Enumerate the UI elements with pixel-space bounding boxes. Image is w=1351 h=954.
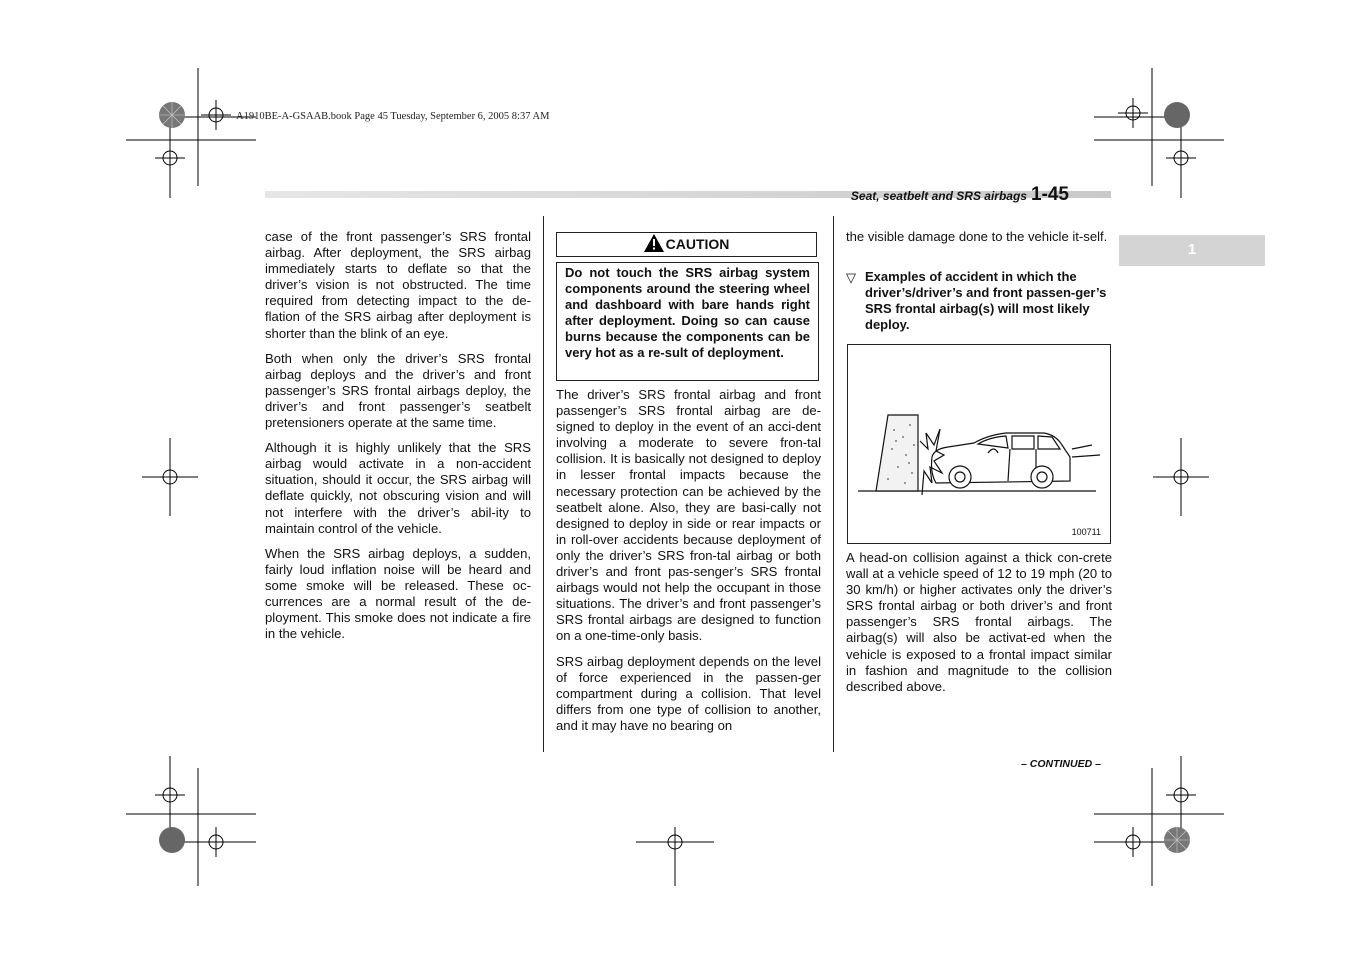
paragraph: The driver’s SRS frontal airbag and front passenger’s SRS frontal airbag are de-signed to deploy in the event of an acci-dent involving a moderate to severe fron-tal collision. It is basically not designed to deploy in lesser frontal impacts because the necessary protection can be achieved by the seatbelt alone. Also, they are basi-cally not designed to deploy in side or rear impacts or in roll-over accidents because deployment of only the driver’s SRS fron-tal airbag or both driver’s and front pas-senger’s SRS frontal airbags would not help the occupant in those situations. The driver’s and front passenger’s SRS frontal airbags are designed to function on a one-time-only basis. xyxy=(556,387,821,644)
paragraph: When the SRS airbag deploys, a sudden, fairly loud inflation noise will be heard and some smoke will be released. These oc-currences are a normal result of the de-ployment. This smoke does not indicate a fire in the vehicle. xyxy=(265,545,531,642)
column-2 xyxy=(556,387,821,743)
warning-icon xyxy=(644,234,664,259)
column-divider xyxy=(543,216,544,752)
column-divider xyxy=(833,216,834,752)
column-3 xyxy=(846,550,1112,704)
caution-header xyxy=(556,232,817,257)
triangle-marker-icon: ▽ xyxy=(846,270,856,285)
subheading-text: Examples of accident in which the driver’s/driver’s and front passen-ger’s SRS frontal airbag(s) will most likely deploy. xyxy=(865,269,1107,333)
paragraph: Both when only the driver’s SRS frontal airbag deploys and the driver’s and front passenger’s SRS frontal airbags deploy, the driver’s and front passenger’s seatbelt pretensioners operate at the same time. xyxy=(265,350,531,431)
caution-text: Do not touch the SRS airbag system components around the steering wheel and dashboard with bare hands right after deployment. Doing so can cause burns because the components can be very hot as a re-sult of deployment. xyxy=(556,262,819,381)
column-3-intro xyxy=(846,229,1112,254)
page-number: 1-45 xyxy=(1030,184,1069,205)
column-1 xyxy=(265,229,531,651)
paragraph: the visible damage done to the vehicle it-self. xyxy=(846,229,1108,244)
paragraph: SRS airbag deployment depends on the level of force experienced in the passen-ger compartment during a collision. That level differs from one type of collision to another, and it may have no bearing on xyxy=(556,653,821,733)
continued-label: – CONTINUED – xyxy=(1021,758,1101,770)
caution-title: CAUTION xyxy=(665,236,730,252)
section-header xyxy=(851,184,1069,206)
section-title: Seat, seatbelt and SRS airbags xyxy=(850,189,1027,203)
car-crash-icon xyxy=(848,345,1110,543)
collision-illustration xyxy=(847,344,1111,544)
paragraph: A head-on collision against a thick con-crete wall at a vehicle speed of 12 to 19 mph (20 to 30 km/h) or higher activates only the driver’s SRS frontal airbag or both driver’s and front passenger’s SRS frontal airbags. The airbag(s) will also be activat-ed when the vehicle is exposed to a frontal impact similar in fashion and magnitude to the collision described above. xyxy=(846,550,1112,694)
chapter-tab: 1 xyxy=(1119,235,1265,266)
paragraph: Although it is highly unlikely that the SRS airbag would activate in a non-accident situation, should it occur, the SRS airbag will deflate quickly, not obscuring vision and will not interfere with the driver’s abil-ity to maintain control of the vehicle. xyxy=(265,440,531,536)
book-info: A1910BE-A-GSAAB.book Page 45 Tuesday, September 6, 2005 8:37 AM xyxy=(236,111,550,122)
subheading xyxy=(846,269,1112,333)
figure-code: 100711 xyxy=(1071,527,1101,537)
paragraph: case of the front passenger’s SRS frontal airbag. After deployment, the SRS airbag immediately starts to deflate so that the driver’s vision is not obstructed. The time required from detecting impact to the de-flation of the SRS airbag after deployment is shorter than the blink of an eye. xyxy=(265,229,531,341)
